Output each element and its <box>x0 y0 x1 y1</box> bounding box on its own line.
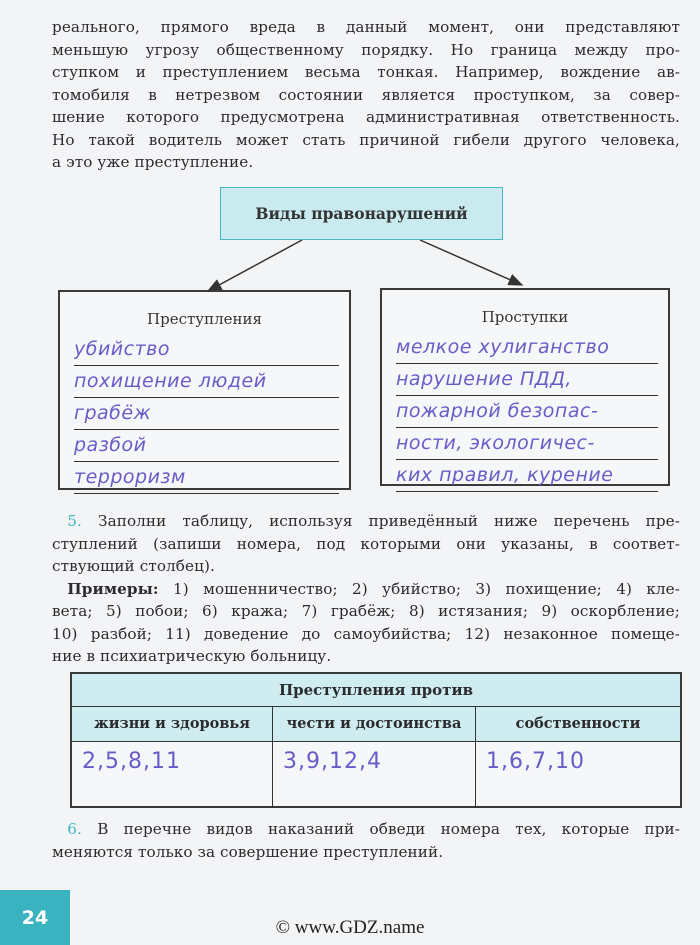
text-line <box>52 510 680 533</box>
task-5 <box>52 510 680 668</box>
table-row <box>72 742 680 808</box>
text-line: томобиля в нетрезвом состоянии является проступком, за совер- <box>52 85 680 104</box>
page-number: 24 <box>0 890 70 945</box>
arrow-to-crimes <box>208 240 302 291</box>
task-number: 5. <box>67 512 82 530</box>
misdemeanors-box <box>380 288 670 486</box>
text-line: реального, прямого вреда в данный момент, они представляют <box>52 18 680 36</box>
column-header: жизни и здоровья <box>72 707 273 741</box>
answer-line[interactable]: пожарной безопас- <box>396 396 658 428</box>
misdemeanors-title: Проступки <box>481 308 569 326</box>
answer-line[interactable]: мелкое хулиганство <box>396 332 658 364</box>
answer-line[interactable]: убийство <box>74 334 339 366</box>
text-line: 10) разбой; 11) доведение до самоубийства; 12) незаконное помеще- <box>52 624 680 643</box>
text-line: шение которого предусмотрена административная ответственность. <box>52 108 680 126</box>
table-header: Преступления против <box>72 674 680 707</box>
text-line: Но такой водитель может стать причиной гибели другого человека, <box>52 130 680 149</box>
answer-cell[interactable]: 1,6,7,10 <box>486 749 585 774</box>
column-header: собственности <box>515 715 641 732</box>
task-text: Заполни таблицу, используя приведённый ниже перечень пре- <box>98 512 680 530</box>
table-column-headers <box>72 707 680 742</box>
text-line: а это уже преступление. <box>52 153 254 171</box>
arrow-to-misdemeanors <box>420 240 522 285</box>
answer-line[interactable]: ких правил, курение <box>396 460 658 492</box>
task-number: 6. <box>67 820 82 838</box>
text-line: ступлений (запиши номера, под которыми они указаны, в соответ- <box>52 534 680 553</box>
text-line: ние в психиатрическую больницу. <box>52 647 332 665</box>
answer-line[interactable]: разбой <box>74 430 339 462</box>
diagram-title: Виды правонарушений <box>255 204 468 223</box>
answer-line[interactable]: похищение людей <box>74 366 339 398</box>
diagram-title-box <box>220 187 503 240</box>
footer-watermark: © www.GDZ.name <box>275 917 425 938</box>
text-line: меньшую угрозу общественному порядку. Но граница между про- <box>52 40 680 59</box>
intro-paragraph <box>52 16 680 174</box>
task-6 <box>52 818 680 863</box>
text-line <box>52 578 680 601</box>
text-line: ствующий столбец). <box>52 557 215 575</box>
answer-line[interactable]: ности, экологичес- <box>396 428 658 460</box>
answer-cell[interactable]: 2,5,8,11 <box>72 742 273 808</box>
answer-line[interactable]: грабёж <box>74 398 339 430</box>
answer-line[interactable]: терроризм <box>74 462 339 494</box>
examples-label: Примеры: <box>67 579 159 598</box>
crimes-title: Преступления <box>147 310 262 328</box>
text-line: меняются только за совершение преступлений. <box>52 842 444 861</box>
answer-cell[interactable]: 3,9,12,4 <box>273 742 476 808</box>
examples-text: 1) мошенничество; 2) убийство; 3) похищение; 4) кле- <box>172 579 680 598</box>
text-line <box>52 818 680 841</box>
crimes-table <box>70 672 682 808</box>
task-text: В перечне видов наказаний обведи номера тех, которые при- <box>97 820 680 838</box>
column-header: чести и достоинства <box>273 707 476 741</box>
text-line: ступком и преступлением весьма тонкая. Например, вождение ав- <box>52 63 680 81</box>
answer-line[interactable]: нарушение ПДД, <box>396 364 658 396</box>
text-line: вета; 5) побои; 6) кража; 7) грабёж; 8) истязания; 9) оскорбление; <box>52 602 680 620</box>
crimes-box <box>58 290 351 490</box>
